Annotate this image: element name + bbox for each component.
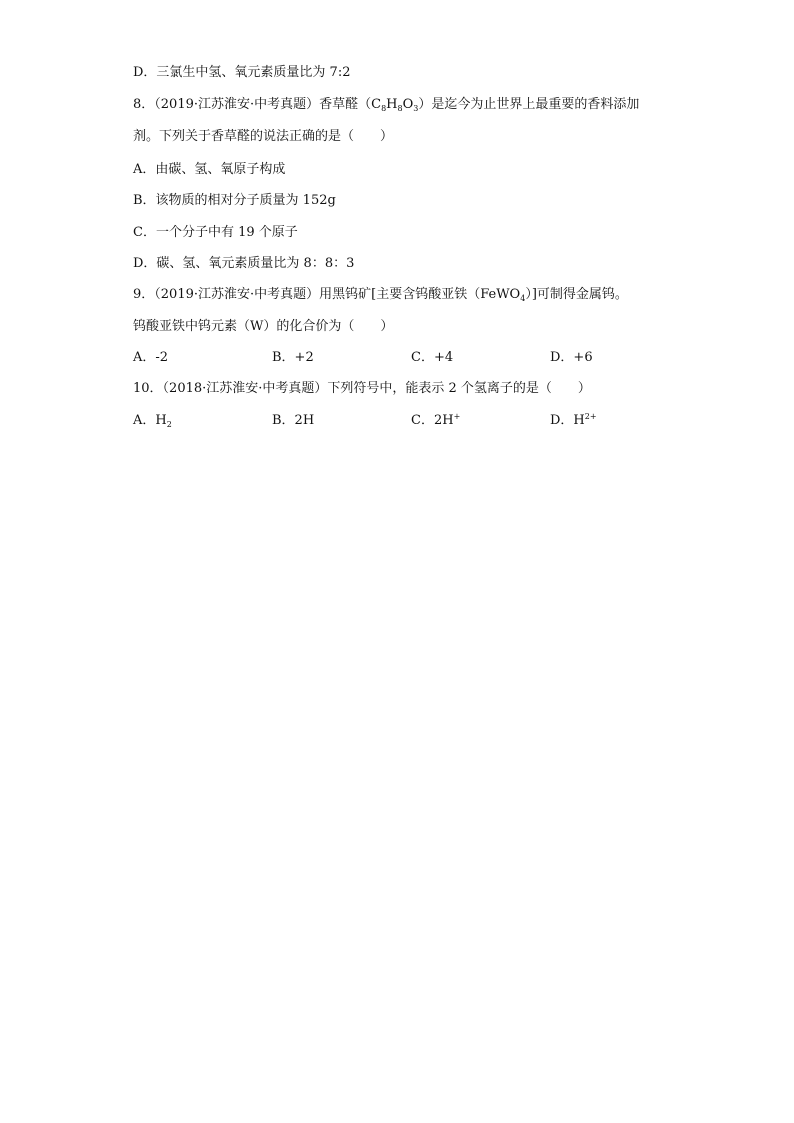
q8-option-a: A．由碳、氢、氧原子构成 [133,162,286,177]
q10-option-c-text: C．2H [411,413,454,428]
q8-option-b: B．该物质的相对分子质量为 152g [133,193,336,208]
q10-option-c [411,412,550,430]
q10-option-c-superscript: + [453,412,461,421]
q8-stem-line2: 剂。下列关于香草醛的说法正确的是（ ） [133,129,394,144]
q9-option-d: D．+6 [550,350,593,365]
q8-stem-line1 [133,96,639,114]
q10-option-b: B．2H [272,413,315,428]
q8-formula-o: O [402,97,414,112]
q9-option-a: A．-2 [133,350,169,365]
q8-formula-h-count: 8 [397,104,403,113]
q8-formula-h: H [386,97,398,112]
q8-formula-o-count: 3 [413,104,419,113]
q9-stem-suffix: ）]可制得金属钨。 [525,287,628,302]
q10-options-row [133,412,693,430]
q9-option-c: C．+4 [411,350,454,365]
q9-stem-line2: 钨酸亚铁中钨元素（W）的化合价为（ ） [133,319,394,334]
q8-option-c: C．一个分子中有 19 个原子 [133,225,298,240]
q7-option-d: D．三氯生中氢、氧元素质量比为 7:2 [133,65,351,80]
q10-option-d-superscript: 2+ [584,412,597,421]
q10-stem: 10．（2018·江苏淮安·中考真题）下列符号中，能表示 2 个氢离子的是（ ） [133,381,591,396]
q10-option-d-text: D．H [550,413,585,428]
q9-option-b: B．+2 [272,350,314,365]
q9-stem-prefix: 9．（2019·江苏淮安·中考真题）用黑钨矿[主要含钨酸亚铁（FeWO [133,287,521,302]
q10-option-d [550,412,689,430]
q8-option-d: D．碳、氢、氧元素质量比为 8：8：3 [133,256,355,271]
q10-option-a [133,412,272,430]
q8-stem-suffix: ）是迄今为止世界上最重要的香料添加 [418,97,640,112]
q8-stem-prefix: 8．（2019·江苏淮安·中考真题）香草醛（C [133,97,382,112]
q9-formula-o-count: 4 [520,294,526,303]
q9-stem-line1 [133,286,628,304]
q9-options-row [133,349,693,367]
q10-option-a-text: A．H [133,413,167,428]
q8-formula-c-count: 8 [381,104,387,113]
q10-option-a-subscript: 2 [166,420,172,429]
